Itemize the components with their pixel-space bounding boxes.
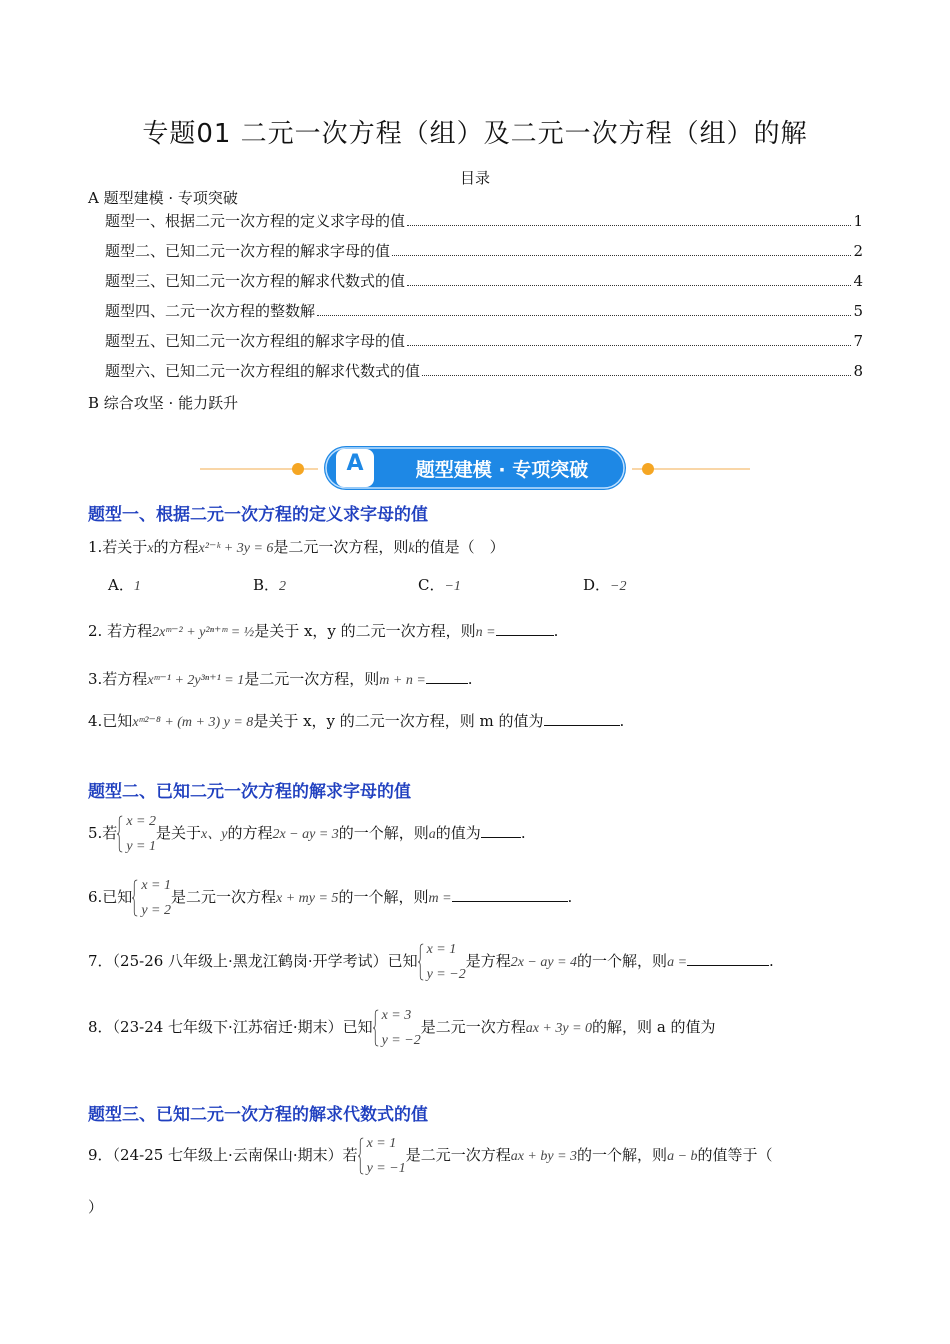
q7-equation: 2x − ay = 4 [510, 955, 578, 970]
q3-answer-var: m + n = [379, 673, 426, 688]
q3-answer-blank[interactable] [426, 669, 468, 684]
q1-text: 的方程 [153, 538, 199, 556]
toc-section-a: A 题型建模 · 专项突破 [88, 189, 238, 207]
q4-equation: xᵐ²⁻⁸ + (m + 3) y = 8 [132, 715, 254, 730]
question-2: 2. 若方程2xᵐ⁻² + y²ⁿ⁺ᵐ = ½是关于 x，y 的二元一次方程，则n = . [88, 622, 559, 640]
q9-equation: ax + by = 3 [510, 1149, 578, 1164]
q1-option-a[interactable]: A．1 [108, 576, 141, 594]
section-title-1: 题型一、根据二元一次方程的定义求字母的值 [88, 505, 428, 525]
toc-leader [392, 254, 851, 256]
q6-system: x = 1 y = 2 [132, 873, 171, 923]
toc-item-label: 题型三、已知二元一次方程的解求代数式的值 [105, 272, 406, 290]
toc-item-page: 4 [853, 272, 863, 290]
q7-answer-blank[interactable] [687, 951, 769, 966]
question-7: 7．（25-26 八年级上·黑龙江鹤岗·开学考试）已知 x = 1 y = −2是方程2x − ay = 4的一个解，则a = . [88, 937, 774, 987]
q1-text: 1.若关于 [88, 538, 148, 556]
q1-var: x [147, 541, 154, 556]
q7-system: x = 1 y = −2 [418, 937, 466, 987]
toc-heading: 目录 [459, 169, 490, 187]
toc-item[interactable] [105, 360, 863, 381]
q2-equation: 2xᵐ⁻² + y²ⁿ⁺ᵐ = ½ [152, 625, 255, 640]
q8-equation: ax + 3y = 0 [525, 1021, 593, 1036]
q5-answer-blank[interactable] [481, 823, 521, 838]
toc-item-label: 题型一、根据二元一次方程的定义求字母的值 [105, 212, 406, 230]
q2-answer-var: n = [475, 625, 496, 640]
q4-answer-blank[interactable] [544, 711, 620, 726]
q9-closing-paren: ） [88, 1198, 104, 1216]
q6-equation: x + my = 5 [276, 891, 339, 906]
question-5: 5.若 x = 2 y = 1是关于x、y的方程2x − ay = 3的一个解，则a的值为 . [88, 809, 526, 859]
page-title: 专题01 二元一次方程（组）及二元一次方程（组）的解 [142, 119, 808, 149]
q5-system: x = 2 y = 1 [117, 809, 156, 859]
q8-system: x = 3 y = −2 [373, 1003, 421, 1053]
question-1 [88, 536, 505, 557]
section-title-2: 题型二、已知二元一次方程的解求字母的值 [88, 782, 411, 802]
q1-text: 的值是（ ） [414, 538, 505, 556]
toc-item[interactable] [105, 240, 863, 261]
toc-section-b: B 综合攻坚 · 能力跃升 [88, 394, 239, 412]
toc-item[interactable] [105, 270, 863, 291]
toc-item-page: 7 [853, 332, 863, 350]
q3-equation: xᵐ⁻¹ + 2y³ⁿ⁺¹ = 1 [147, 673, 245, 688]
toc-item-label: 题型五、已知二元一次方程组的解求字母的值 [105, 332, 406, 350]
q1-equation: x²⁻ᵏ + 3y = 6 [198, 541, 274, 556]
toc-item-page: 2 [853, 242, 863, 260]
q9-system: x = 1 y = −1 [358, 1131, 406, 1181]
question-8: 8．（23-24 七年级下·江苏宿迁·期末）已知 x = 3 y = −2是二元一次方程ax + 3y = 0的解，则 a 的值为 [88, 1003, 716, 1053]
toc-item-page: 8 [853, 362, 863, 380]
question-3: 3.若方程xᵐ⁻¹ + 2y³ⁿ⁺¹ = 1是二元一次方程，则m + n = . [88, 670, 473, 688]
toc-leader [317, 314, 851, 316]
toc-item-label: 题型六、已知二元一次方程组的解求代数式的值 [105, 362, 421, 380]
q2-answer-blank[interactable] [496, 621, 554, 636]
toc-item-page: 1 [853, 212, 863, 230]
question-4: 4.已知xᵐ²⁻⁸ + (m + 3) y = 8是关于 x，y 的二元一次方程，则 m 的值为 . [88, 712, 625, 730]
banner-text: 题型建模 · 专项突破 [415, 459, 589, 481]
q1-var: k [408, 541, 415, 556]
q1-text: 是二元一次方程，则 [273, 538, 409, 556]
q5-equation: 2x − ay = 3 [272, 827, 339, 842]
banner-dot-left [292, 463, 304, 475]
toc-item-label: 题型四、二元一次方程的整数解 [105, 302, 316, 320]
question-9: 9．（24-25 七年级上·云南保山·期末）若 x = 1 y = −1是二元一次方程ax + by = 3的一个解，则a − b的值等于（ [88, 1131, 773, 1181]
q1-option-c[interactable]: C．−1 [418, 576, 461, 594]
toc-leader [407, 344, 851, 346]
toc-item[interactable] [105, 300, 863, 321]
toc-leader [422, 374, 851, 376]
banner-dot-right [642, 463, 654, 475]
question-6: 6.已知 x = 1 y = 2是二元一次方程x + my = 5的一个解，则m = . [88, 873, 572, 923]
toc-item[interactable] [105, 330, 863, 351]
q6-answer-blank[interactable] [452, 887, 568, 902]
toc-item[interactable] [105, 210, 863, 231]
toc-item-page: 5 [853, 302, 863, 320]
toc-leader [407, 284, 851, 286]
section-title-3: 题型三、已知二元一次方程的解求代数式的值 [88, 1105, 428, 1125]
q1-option-b[interactable]: B．2 [253, 576, 287, 594]
q1-option-d[interactable]: D．−2 [583, 576, 627, 594]
toc-leader [407, 224, 851, 226]
banner-letter: A [346, 451, 364, 476]
toc-item-label: 题型二、已知二元一次方程的解求字母的值 [105, 242, 391, 260]
